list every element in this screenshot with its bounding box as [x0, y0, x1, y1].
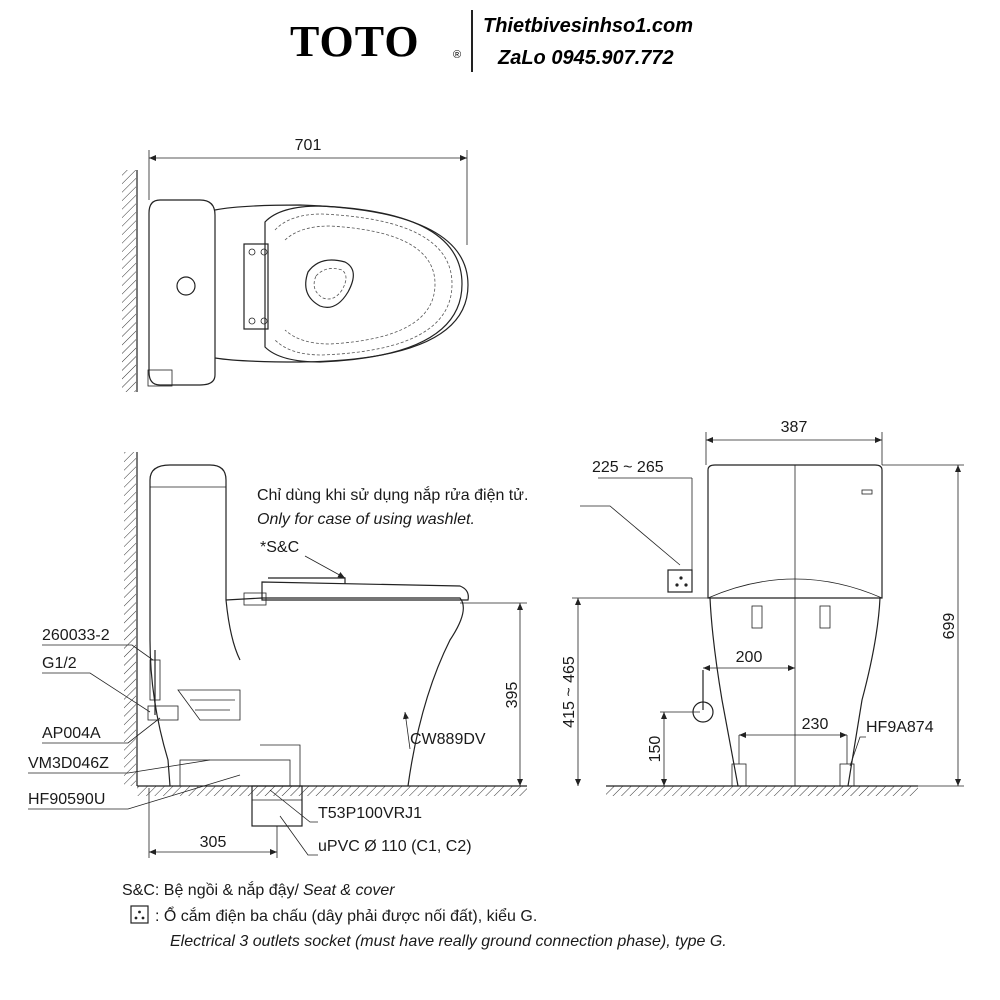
part-t53p100vrj1: T53P100VRJ1: [318, 805, 423, 822]
tank-side-outline: [150, 465, 240, 660]
zalo-contact: ZaLo 0945.907.772: [498, 47, 674, 69]
flush-button-icon: [177, 277, 195, 295]
part-ap004a: AP004A: [42, 725, 101, 742]
dim-tank-width: 387: [780, 419, 808, 436]
floor-hatch-side: [137, 786, 527, 796]
side-view: [28, 452, 680, 858]
seat-cover-label: *S&C: [260, 539, 300, 556]
dim-inlet-range: 415 ~ 465: [561, 656, 578, 728]
part-cw889dv: CW889DV: [410, 731, 486, 748]
legend-socket-vi: : Ổ cắm điện ba chấu (dây phải được nối đất), kiểu G.: [155, 908, 538, 925]
wall-hatch-side: [124, 452, 136, 786]
part-g1-2: G1/2: [42, 655, 77, 672]
dim-wall-range: 225 ~ 265: [592, 459, 664, 476]
dim-bolt-spacing: 230: [801, 716, 829, 733]
part-hf9a874: HF9A874: [866, 719, 934, 736]
washlet-note-vi: Chỉ dùng khi sử dụng nắp rửa điện tử.: [257, 487, 529, 504]
legend-socket-icon: [131, 906, 148, 923]
legend-socket-en: Electrical 3 outlets socket (must have really ground connection phase), type G.: [170, 933, 727, 950]
bowl-top-outline: [215, 205, 468, 362]
part-hf90590u: HF90590U: [28, 791, 106, 808]
dim-total-height: 699: [941, 612, 958, 640]
legend: [122, 880, 727, 950]
legend-sc: S&C: Bệ ngồi & nắp đậy/ Seat & cover: [122, 882, 395, 899]
dim-top-width: 701: [294, 137, 322, 154]
dim-inlet-offset: 200: [735, 649, 763, 666]
bowl-opening: [306, 260, 354, 307]
floor-hatch-front: [606, 786, 918, 796]
socket-icon: [668, 570, 692, 592]
brand-logo: TOTO: [290, 17, 420, 66]
part-vm3d046z: VM3D046Z: [28, 755, 109, 772]
seat-side: [262, 582, 468, 600]
dim-valve-height: 150: [647, 735, 664, 763]
bowl-side-outline: [150, 598, 463, 786]
dim-outlet-distance: 305: [199, 834, 227, 851]
part-upvc-110: uPVC Ø 110 (C1, C2): [318, 838, 472, 855]
front-view: [561, 419, 964, 796]
washlet-note-en: Only for case of using washlet.: [257, 511, 475, 528]
dim-seat-height: 395: [504, 681, 521, 709]
registered-mark: ®: [453, 49, 462, 61]
header: [290, 10, 693, 72]
website-text: Thietbivesinhso1.com: [483, 15, 694, 37]
wall-hatch-top: [122, 170, 136, 392]
part-260033-2: 260033-2: [42, 627, 110, 644]
tank-top-outline: [149, 200, 215, 385]
top-view: [122, 137, 468, 392]
